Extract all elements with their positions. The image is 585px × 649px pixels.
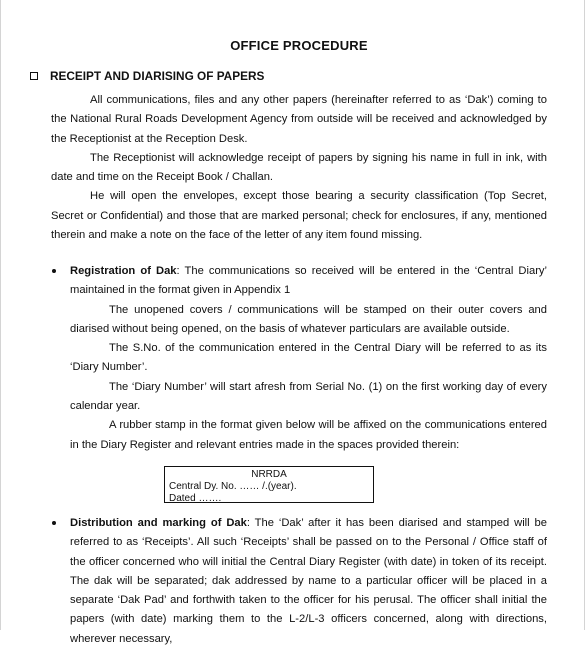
distribution-label: Distribution and marking of Dak <box>70 517 247 529</box>
intro-block <box>51 91 547 245</box>
registration-item <box>70 262 547 455</box>
section-heading <box>30 67 264 85</box>
page-edge-left <box>0 0 1 630</box>
stamp-dated: Dated ……. <box>169 493 222 504</box>
registration-paragraph-1 <box>70 262 547 301</box>
registration-text: : The communications so received will be entered in the ‘Central Diary’ maintained in the format given in Appendix 1 <box>70 265 547 297</box>
bullet-dot-icon <box>52 521 56 525</box>
intro-paragraph-1: All communications, files and any other papers (hereinafter referred to as ‘Dak’) coming to the National Rural Roads Development Agency from outside will be received and acknowledged by the Receptionist at the Reception Desk. <box>51 94 547 145</box>
stamp-diary-number: Central Dy. No. …… /.(year). <box>169 481 297 492</box>
stamp-org: NRRDA <box>251 469 287 480</box>
distribution-item <box>70 514 547 649</box>
registration-paragraph-2: The unopened covers / communications will be stamped on their outer covers and diarised without being opened, on the basis of whatever particulars are available outside. <box>70 303 547 335</box>
checkbox-bullet-icon <box>30 72 38 80</box>
rubber-stamp-box <box>164 466 374 503</box>
distribution-paragraph <box>70 514 547 649</box>
section-heading-text: RECEIPT AND DIARISING OF PAPERS <box>50 69 265 83</box>
registration-paragraph-4: The ‘Diary Number’ will start afresh from Serial No. (1) on the first working day of every calendar year. <box>70 380 547 413</box>
bullet-dot-icon <box>52 269 56 273</box>
page-title: OFFICE PROCEDURE <box>230 38 368 53</box>
intro-paragraph-2: The Receptionist will acknowledge receipt of papers by signing his name in full in ink, with date and time on the Receipt Book / Challan. <box>51 151 547 184</box>
distribution-text: : The ‘Dak’ after it has been diarised and stamped will be referred to as ‘Receipts’. All such ‘Receipts’ shall be passed on to the Personal / Office staff of the officer concerned who will initial the Central Diary Register (with date) in token of its receipt. The dak will be separated; dak addressed by name to a particular officer will be placed in a separate ‘Dak Pad’ and forthwith taken to the officer for his perusal. The officer shall initial the papers (with date) marking them to the L-2/L-3 officers concerned, along with directions, wherever necessary, <box>70 517 547 645</box>
intro-paragraph-3: He will open the envelopes, except those bearing a security classification (Top Secret, Secret or Confidential) and those that are marked personal; check for enclosures, if any, mentioned therein and make a note on the face of the letter of any item found missing. <box>51 190 547 242</box>
registration-label: Registration of Dak <box>70 265 177 277</box>
registration-paragraph-5: A rubber stamp in the format given below will be affixed on the communications entered in the Diary Register and relevant entries made in the spaces provided therein: <box>70 419 547 451</box>
registration-paragraph-3: The S.No. of the communication entered in the Central Diary will be referred to as its ‘Diary Number’. <box>70 342 547 374</box>
